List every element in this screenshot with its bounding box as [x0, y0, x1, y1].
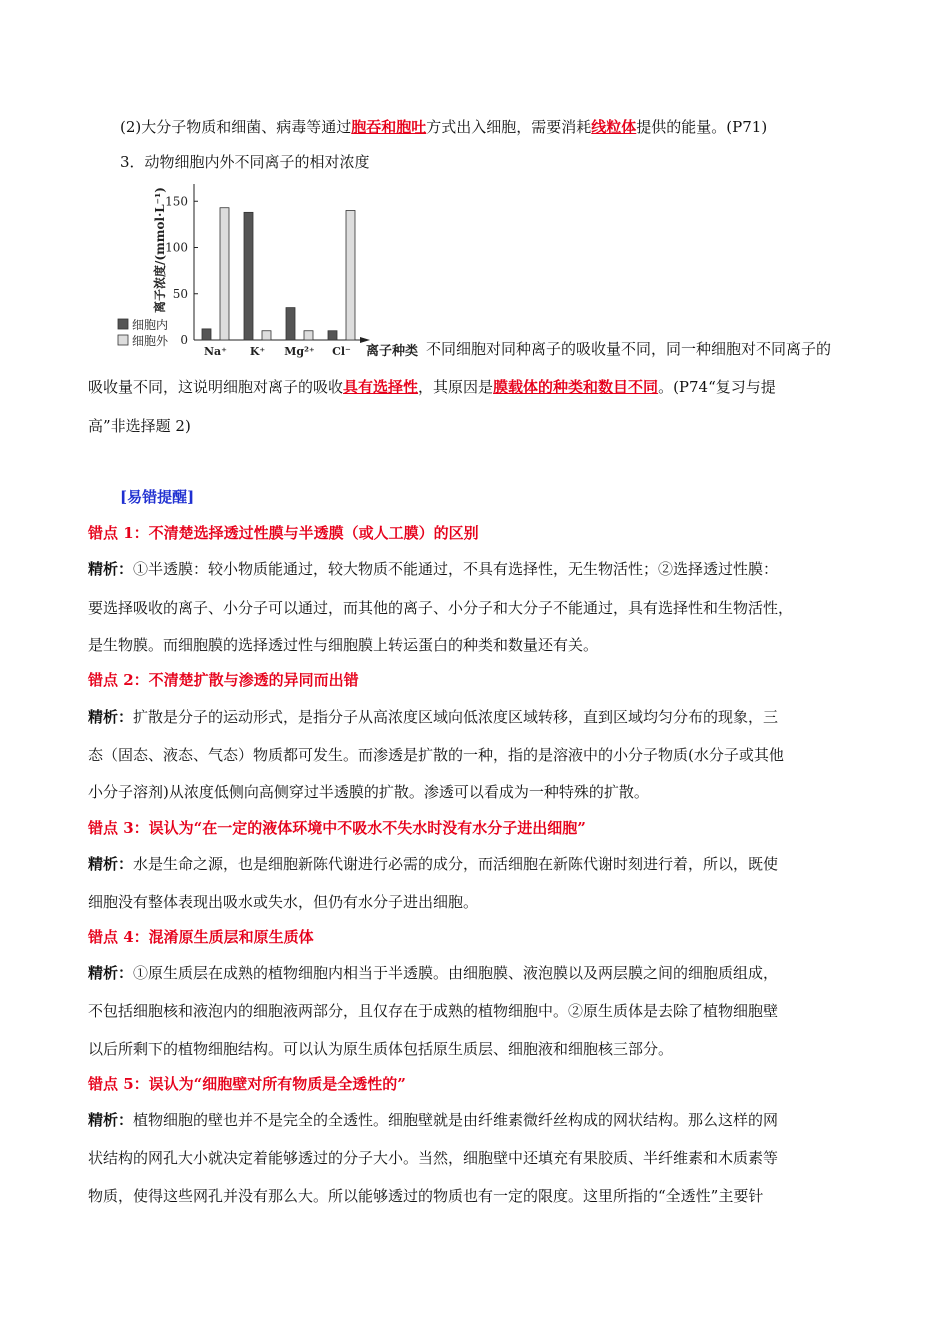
tip-1-line-1: [88, 559, 868, 579]
x-axis-label: 离子种类: [366, 344, 419, 359]
tip-heading-1: 错点 1：不清楚选择透过性膜与半透膜（或人工膜）的区别: [88, 524, 479, 542]
bar: [244, 212, 253, 340]
bar: [286, 308, 295, 340]
bar: [202, 329, 211, 340]
analysis-text: 扩散是分子的运动形式，是指分子从高浓度区域向低浓度区域转移，直到区域均匀分布的现象，三: [133, 708, 779, 726]
y-tick-label: 150: [165, 194, 188, 209]
answer-highlight: 线粒体: [591, 118, 637, 136]
analysis-text: ①原生质层在成熟的植物细胞内相当于半透膜。由细胞膜、液泡膜以及两层膜之间的细胞质组成，: [133, 964, 779, 982]
text-segment: 提供的能量。(P71): [636, 118, 768, 136]
tips-title: [易错提醒]: [120, 488, 195, 506]
tip-5-line-3: 物质，使得这些网孔并没有那么大。所以能够透过的物质也有一定的限度。这里所指的“全透性”主要针: [88, 1187, 764, 1205]
x-tick-label: K⁺: [249, 345, 266, 358]
tip-1-line-3: 是生物膜。而细胞膜的选择透过性与细胞膜上转运蛋白的种类和数量还有关。: [88, 636, 599, 654]
text-segment: 。(P74“复习与提: [658, 378, 776, 396]
heading-3: 3．动物细胞内外不同离子的相对浓度: [120, 153, 370, 171]
tip-3-line-1: [88, 854, 868, 874]
x-tick-label: Mg²⁺: [284, 345, 315, 358]
y-tick-label: 0: [180, 333, 188, 347]
bar: [328, 331, 337, 340]
tip-heading-3: 错点 3：误认为“在一定的液体环境中不吸水不失水时没有水分子进出细胞”: [88, 819, 586, 837]
analysis-label: 精析：: [88, 964, 134, 982]
analysis-text: 植物细胞的壁也并不是完全的全透性。细胞壁就是由纤维素微纤丝构成的网状结构。那么这样的网: [133, 1111, 779, 1129]
x-tick-label: Cl⁻: [332, 345, 351, 358]
after-chart-line-3: 高”非选择题 2): [88, 417, 191, 435]
legend-swatch: [118, 335, 128, 345]
answer-highlight: 具有选择性: [343, 378, 419, 396]
tip-2-line-1: [88, 707, 868, 727]
analysis-text: 水是生命之源，也是细胞新陈代谢进行必需的成分，而活细胞在新陈代谢时刻进行着，所以，既使: [133, 855, 779, 873]
bar: [346, 211, 355, 341]
tip-5-line-2: 状结构的网孔大小就决定着能够透过的分子大小。当然，细胞壁中还填充有果胶质、半纤维素和木质素等: [88, 1149, 779, 1167]
x-tick-label: Na⁺: [204, 345, 227, 358]
ion-concentration-chart: [110, 178, 419, 360]
bar: [262, 331, 271, 340]
legend-label: 细胞外: [132, 334, 169, 348]
tip-heading-4: 错点 4：混淆原生质层和原生质体: [88, 928, 314, 946]
after-chart-line-1: 不同细胞对同种离子的吸收量不同，同一种细胞对不同离子的: [426, 340, 832, 358]
tip-heading-2: 错点 2：不清楚扩散与渗透的异同而出错: [88, 671, 359, 689]
tip-4-line-3: 以后所剩下的植物细胞结构。可以认为原生质体包括原生质层、细胞液和细胞核三部分。: [88, 1040, 674, 1058]
tip-5-line-1: [88, 1110, 868, 1130]
tip-4-line-2: 不包括细胞核和液泡内的细胞液两部分，且仅存在于成熟的植物细胞中。②原生质体是去除了植物细胞壁: [88, 1002, 779, 1020]
text-segment: 吸收量不同，这说明细胞对离子的吸收: [88, 378, 344, 396]
tip-2-line-3: 小分子溶剂)从浓度低侧向高侧穿过半透膜的扩散。渗透可以看成为一种特殊的扩散。: [88, 783, 649, 801]
tip-1-line-2: 要选择吸收的离子、小分子可以通过，而其他的离子、小分子和大分子不能通过，具有选择性和生物活性，: [88, 599, 794, 617]
analysis-label: 精析：: [88, 855, 134, 873]
text-segment: ，其原因是: [418, 378, 494, 396]
after-chart-line-2: [88, 377, 868, 397]
analysis-label: 精析：: [88, 1111, 134, 1129]
analysis-text: ①半透膜：较小物质能通过，较大物质不能通过，不具有选择性，无生物活性；②选择透过性膜：: [133, 560, 779, 578]
legend-swatch: [118, 319, 128, 329]
answer-highlight: 胞吞和胞吐: [351, 118, 427, 136]
answer-highlight: 膜载体的种类和数目不同: [493, 378, 659, 396]
tip-2-line-2: 态（固态、液态、气态）物质都可发生。而渗透是扩散的一种，指的是溶液中的小分子物质(水分子或其他: [88, 746, 784, 764]
analysis-label: 精析：: [88, 560, 134, 578]
y-tick-label: 100: [165, 240, 188, 255]
tip-4-line-1: [88, 963, 868, 983]
text-segment: 方式出入细胞，需要消耗: [426, 118, 592, 136]
bar: [220, 208, 229, 340]
y-axis-label: 离子浓度/(mmol·L⁻¹): [153, 187, 167, 313]
text-segment: (2)大分子物质和细菌、病毒等通过: [120, 118, 352, 136]
tip-3-line-2: 细胞没有整体表现出吸水或失水，但仍有水分子进出细胞。: [88, 893, 479, 911]
bar: [304, 331, 313, 340]
analysis-label: 精析：: [88, 708, 134, 726]
paragraph-2: [120, 117, 900, 137]
x-axis-arrow: [360, 337, 370, 343]
legend-label: 细胞内: [132, 318, 169, 332]
y-tick-label: 50: [172, 286, 188, 301]
tip-heading-5: 错点 5：误认为“细胞壁对所有物质是全透性的”: [88, 1075, 406, 1093]
